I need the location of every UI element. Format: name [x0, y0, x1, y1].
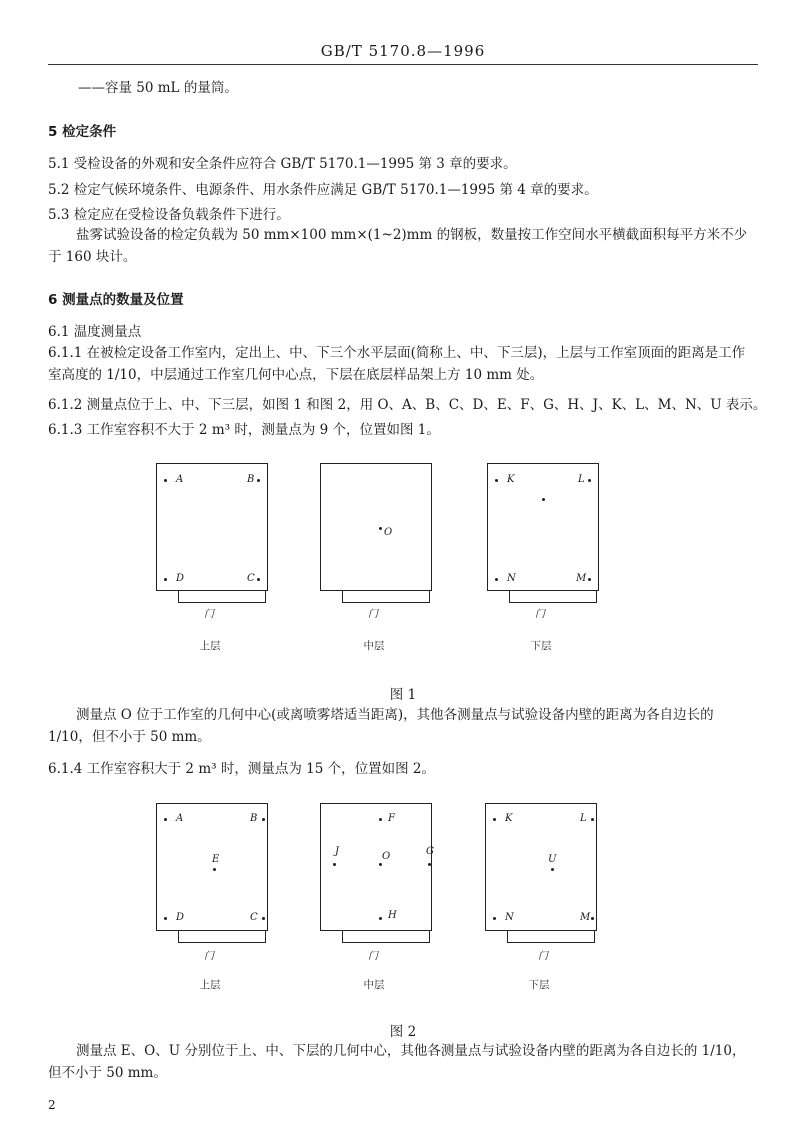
chamber-middle: [320, 803, 432, 931]
door-label: 门: [368, 951, 378, 962]
measurement-point-dot: [257, 578, 260, 581]
point-label: H: [388, 910, 397, 921]
measurement-point-dot: [379, 917, 382, 920]
point-label: N: [507, 573, 516, 584]
clause: 5.1 受检设备的外观和安全条件应符合 GB/T 5170.1—1995 第 3 章的要求。: [48, 156, 517, 172]
clause: 6.1 温度测量点: [48, 324, 142, 340]
door-shape: [507, 931, 595, 943]
door-shape: [178, 591, 266, 603]
measurement-point-dot: [379, 863, 382, 866]
measurement-point-dot: [428, 863, 431, 866]
measurement-point-dot: [493, 917, 496, 920]
point-label: O: [382, 851, 391, 862]
measurement-point-dot: [164, 479, 167, 482]
door-label: 门: [538, 951, 548, 962]
measurement-point-dot: [495, 578, 498, 581]
measurement-point-dot: [591, 917, 594, 920]
measurement-point-dot: [164, 818, 167, 821]
point-label: L: [578, 474, 585, 485]
text-line: ——容量 50 mL 的量筒。: [78, 80, 238, 96]
page-header: [48, 38, 758, 65]
door-label: 门: [204, 609, 214, 620]
point-label: C: [247, 573, 255, 584]
point-label: G: [426, 846, 434, 857]
layer-caption: 下层: [528, 979, 550, 991]
door-label: 门: [204, 951, 214, 962]
point-label: A: [176, 474, 184, 485]
measurement-point-dot: [493, 818, 496, 821]
layer-caption: 中层: [363, 979, 385, 991]
measurement-point-dot: [379, 527, 382, 530]
measurement-point-dot: [164, 578, 167, 581]
point-label: B: [250, 813, 258, 824]
measurement-point-dot: [164, 917, 167, 920]
point-label: K: [505, 813, 513, 824]
measurement-point-dot: [551, 868, 554, 871]
layer-caption: 上层: [199, 979, 221, 991]
door-label: 门: [368, 609, 378, 620]
layer-caption: 下层: [530, 640, 552, 652]
door-shape: [178, 931, 266, 943]
clause: 6.1.3 工作室容积不大于 2 m³ 时，测量点为 9 个，位置如图 1。: [48, 422, 440, 438]
section-heading: 5 检定条件: [48, 124, 117, 140]
measurement-point-dot: [588, 578, 591, 581]
figure-caption: 图 1: [389, 687, 417, 703]
measurement-point-dot: [591, 818, 594, 821]
point-label: E: [212, 854, 220, 865]
measurement-point-dot: [257, 479, 260, 482]
point-label: O: [384, 527, 393, 538]
page-number: 2: [48, 1098, 56, 1112]
section-heading: 6 测量点的数量及位置: [48, 292, 184, 308]
paragraph: 测量点 O 位于工作室的几何中心(或离喷雾塔适当距离)，其他各测量点与试验设备内壁的距离为各自边长的 1/10，但不小于 50 mm。: [48, 707, 714, 745]
point-label: N: [505, 912, 514, 923]
point-label: M: [580, 912, 591, 923]
door-shape: [342, 591, 430, 603]
measurement-point-dot: [333, 863, 336, 866]
point-label: C: [250, 912, 258, 923]
point-label: L: [580, 813, 587, 824]
point-label: B: [247, 474, 255, 485]
measurement-point-dot: [588, 479, 591, 482]
clause: 6.1.2 测量点位于上、中、下三层，如图 1 和图 2，用 O、A、B、C、D、E、F、G、H、J、K、L、M、N、U 表示。: [48, 397, 767, 413]
point-label: U: [548, 854, 557, 865]
layer-caption: 上层: [199, 640, 221, 652]
measurement-point-dot: [213, 868, 216, 871]
point-label: J: [335, 846, 340, 857]
door-shape: [509, 591, 597, 603]
measurement-point-dot: [262, 818, 265, 821]
measurement-point-dot: [379, 818, 382, 821]
clause: 6.1.4 工作室容积大于 2 m³ 时，测量点为 15 个，位置如图 2。: [48, 761, 435, 777]
layer-caption: 中层: [363, 640, 385, 652]
clause: 6.1.1 在被检定设备工作室内，定出上、中、下三个水平层面(简称上、中、下三层)，上层与工作室顶面的距离是工作室高度的 1/10，中层通过工作室几何中心点，下层在底层样品架上方 10 mm 处。: [48, 345, 746, 383]
measurement-point-dot: [262, 917, 265, 920]
figure-caption: 图 2: [389, 1024, 417, 1040]
standard-number: GB/T 5170.8—1996: [320, 42, 486, 60]
door-label: 门: [535, 609, 545, 620]
point-label: F: [388, 813, 395, 824]
paragraph: 盐雾试验设备的检定负载为 50 mm×100 mm×(1~2)mm 的钢板，数量按工作空间水平横截面积每平方米不少于 160 块计。: [48, 227, 748, 265]
point-label: M: [576, 573, 587, 584]
paragraph: 测量点 E、O、U 分别位于上、中、下层的几何中心，其他各测量点与试验设备内壁的距离为各自边长的 1/10，但不小于 50 mm。: [48, 1043, 746, 1081]
measurement-point-dot: [495, 479, 498, 482]
point-label: K: [507, 474, 515, 485]
point-label: D: [176, 573, 185, 584]
door-shape: [342, 931, 430, 943]
measurement-point-dot: [542, 498, 545, 501]
point-label: D: [176, 912, 185, 923]
clause: 5.3 检定应在受检设备负载条件下进行。: [48, 207, 290, 223]
clause: 5.2 检定气候环境条件、电源条件、用水条件应满足 GB/T 5170.1—1995 第 4 章的要求。: [48, 182, 598, 198]
point-label: A: [176, 813, 184, 824]
chamber-middle: [320, 463, 432, 591]
